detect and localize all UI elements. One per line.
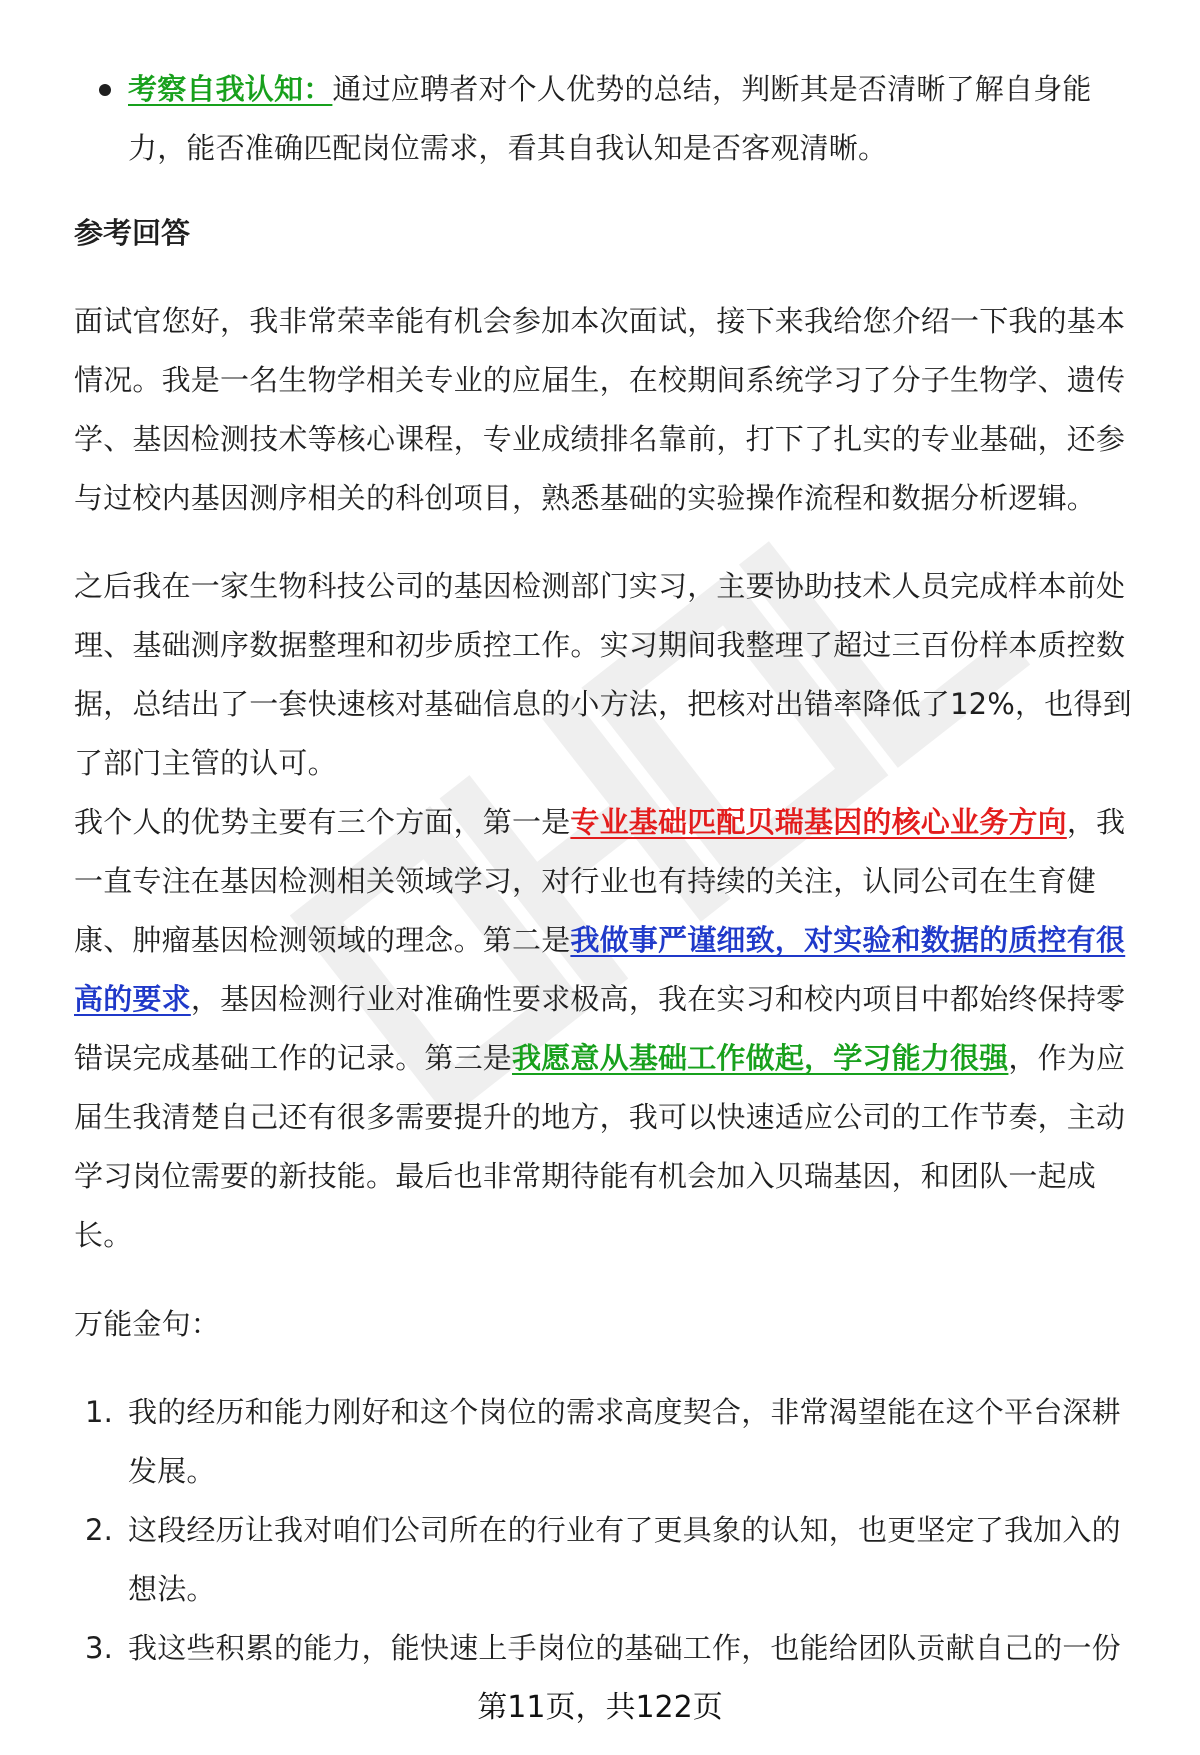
list-number: 1. <box>85 1395 114 1429</box>
answer-paragraph-strengths <box>74 793 1144 1265</box>
strengths-text-part1: 我个人的优势主要有三个方面，第一是 <box>74 805 571 839</box>
strength-highlight-green: 我愿意从基础工作做起，学习能力很强 <box>512 1041 1009 1075</box>
golden-sentence-text: 我这些积累的能力，能快速上手岗位的基础工作，也能给团队贡献自己的一份 <box>128 1631 1121 1665</box>
answer-paragraph-internship: 之后我在一家生物科技公司的基因检测部门实习，主要协助技术人员完成样本前处理、基础测序数据整理和初步质控工作。实习期间我整理了超过三百份样本质控数据，总结出了一套快速核对基础信息的小方法，把核对出错率降低了12%，也得到了部门主管的认可。 <box>74 569 1132 780</box>
golden-sentence-item <box>74 1383 1144 1501</box>
strengths-text-part3: ，基因检测行业对准确性要求极高，我在实习和校内项目中都始终保持零错误完成基础工作的记录。第三是 <box>74 982 1126 1075</box>
golden-sentences-title: 万能金句： <box>74 1307 221 1341</box>
strength-highlight-red: 专业基础匹配贝瑞基因的核心业务方向 <box>570 805 1067 839</box>
assessment-text: 通过应聘者对个人优势的总结，判断其是否清晰了解自身能力，能否准确匹配岗位需求，看其自我认知是否客观清晰。 <box>128 72 1092 165</box>
answer-paragraph-intro: 面试官您好，我非常荣幸能有机会参加本次面试，接下来我给您介绍一下我的基本情况。我是一名生物学相关专业的应届生，在校期间系统学习了分子生物学、遗传学、基因检测技术等核心课程，专业成绩排名靠前，打下了扎实的专业基础，还参与过校内基因测序相关的科创项目，熟悉基础的实验操作流程和数据分析逻辑。 <box>74 304 1126 515</box>
golden-sentences-list <box>74 1383 1144 1678</box>
golden-sentence-item <box>74 1501 1144 1619</box>
reference-answer-title: 参考回答 <box>74 216 191 250</box>
golden-sentence-item <box>74 1619 1144 1678</box>
golden-sentence-text: 这段经历让我对咱们公司所在的行业有了更具象的认知，也更坚定了我加入的想法。 <box>128 1513 1121 1606</box>
bullet-dot-icon <box>99 84 111 96</box>
strengths-text-part4: ，作为应届生我清楚自己还有很多需要提升的地方，我可以快速适应公司的工作节奏，主动学习岗位需要的新技能。最后也非常期待能有机会加入贝瑞基因，和团队一起成长。 <box>74 1041 1126 1252</box>
page-number-footer: 第11页，共122页 <box>477 1690 723 1725</box>
document-page <box>74 60 1144 1678</box>
strengths-text-part2: ，我一直专注在基因检测相关领域学习，对行业也有持续的关注，认同公司在生育健康、肿瘤基因检测领域的理念。第二是 <box>74 805 1126 957</box>
list-number: 2. <box>85 1513 114 1547</box>
golden-sentence-text: 我的经历和能力刚好和这个岗位的需求高度契合，非常渴望能在这个平台深耕发展。 <box>128 1395 1121 1488</box>
assessment-bullet-item <box>74 60 1144 178</box>
list-number: 3. <box>85 1631 114 1665</box>
strength-highlight-blue: 我做事严谨细致，对实验和数据的质控有很高的要求 <box>74 923 1126 1016</box>
assessment-bullet-list <box>74 60 1144 178</box>
assessment-label: 考察自我认知： <box>128 72 333 106</box>
